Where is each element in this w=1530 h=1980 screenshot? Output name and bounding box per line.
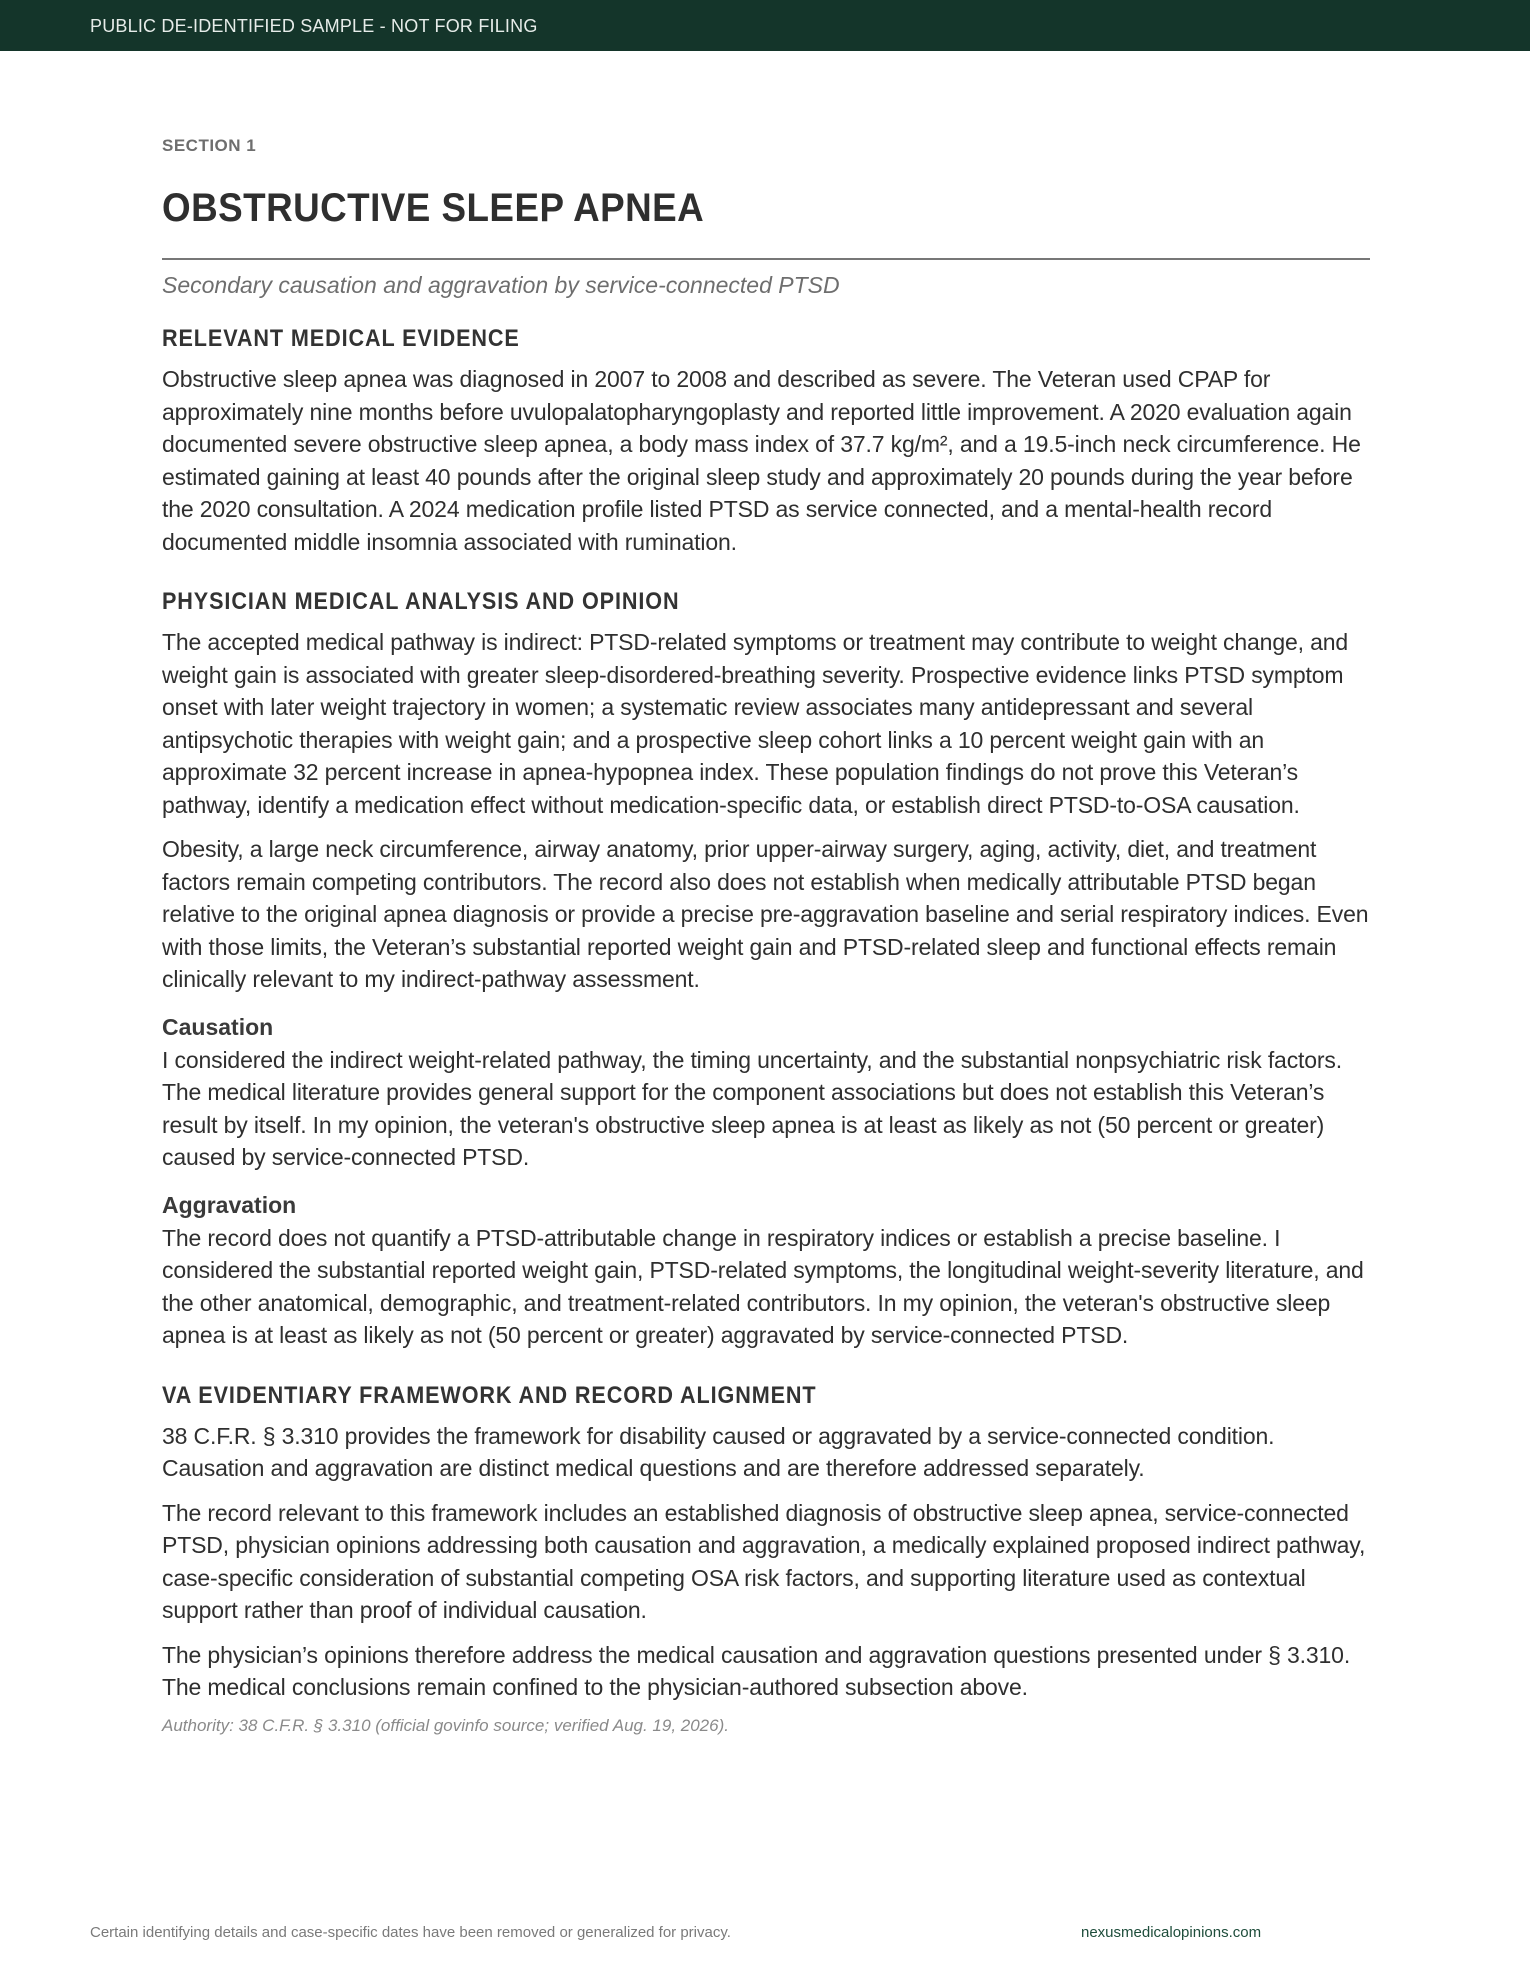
privacy-note: Certain identifying details and case-specific dates have been removed or generalized for privacy. [90, 1924, 731, 1941]
site-link[interactable]: nexusmedicalopinions.com [1081, 1924, 1262, 1941]
section-label: SECTION 1 [162, 136, 257, 155]
aggravation-paragraph: The record does not quantify a PTSD-attributable change in respiratory indices or establish a precise baseline. I considered the substantial reported weight gain, PTSD-related symptoms, the longitudinal weight-severity literature, and the other anatomical, demographic, and treatment-related contributors. In my opinion, the veteran's obstructive sleep apnea is at least as likely as not (50 percent or greater) aggravated by service-connected PTSD. [162, 1224, 1364, 1348]
page-title: OBSTRUCTIVE SLEEP APNEA [162, 186, 705, 230]
page-subtitle: Secondary causation and aggravation by service-connected PTSD [162, 272, 840, 298]
banner-text: PUBLIC DE-IDENTIFIED SAMPLE - NOT FOR FILING [90, 16, 538, 36]
top-banner [0, 0, 1530, 51]
framework-paragraph-1: 38 C.F.R. § 3.310 provides the framework for disability caused or aggravated by a service-connected condition. Causation and aggravation are distinct medical questions and are therefore addressed separately. [162, 1422, 1275, 1481]
causation-paragraph: I considered the indirect weight-related pathway, the timing uncertainty, and the substantial nonpsychiatric risk factors. The medical literature provides general support for the component associations but does not establish this Veteran’s result by itself. In my opinion, the veteran's obstructive sleep apnea is at least as likely as not (50 percent or greater) caused by service-connected PTSD. [162, 1046, 1343, 1170]
evidence-paragraph: Obstructive sleep apnea was diagnosed in 2007 to 2008 and described as severe. The Veteran used CPAP for approximately nine months before uvulopalatopharyngoplasty and reported little improvement. A 2020 evaluation again documented severe obstructive sleep apnea, a body mass index of 37.7 kg/m², and a 19.5-inch neck circumference. He estimated gaining at least 40 pounds after the original sleep study and approximately 20 pounds during the year before the 2020 consultation. A 2024 medication profile listed PTSD as service connected, and a mental-health record documented middle insomnia associated with rumination. [162, 366, 1361, 555]
analysis-paragraph-1: The accepted medical pathway is indirect: PTSD-related symptoms or treatment may contribute to weight change, and weight gain is associated with greater sleep-disordered-breathing severity. Prospective evidence links PTSD symptom onset with later weight trajectory in women; a systematic review associates many antidepressant and several antipsychotic therapies with weight gain; and a prospective sleep cohort links a 10 percent weight gain with an approximate 32 percent increase in apnea-hypopnea index. These population findings do not prove this Veteran’s pathway, identify a medication effect without medication-specific data, or establish direct PTSD-to-OSA causation. [162, 629, 1349, 818]
title-divider [162, 258, 1370, 260]
aggravation-heading: Aggravation [162, 1191, 297, 1218]
evidence-heading: RELEVANT MEDICAL EVIDENCE [162, 325, 520, 352]
analysis-paragraph-2: Obesity, a large neck circumference, airway anatomy, prior upper-airway surgery, aging, activity, diet, and treatment factors remain competing contributors. The record also does not establish when medically attributable PTSD began relative to the original apnea diagnosis or provide a precise pre-aggravation baseline and serial respiratory indices. Even with those limits, the Veteran’s substantial reported weight gain and PTSD-related sleep and functional effects remain clinically relevant to my indirect-pathway assessment. [162, 836, 1369, 992]
causation-heading: Causation [162, 1013, 274, 1040]
authority-citation: Authority: 38 C.F.R. § 3.310 (official govinfo source; verified Aug. 19, 2026). [162, 1715, 729, 1735]
analysis-heading: PHYSICIAN MEDICAL ANALYSIS AND OPINION [162, 588, 680, 615]
framework-paragraph-3: The physician’s opinions therefore address the medical causation and aggravation questions presented under § 3.310. The medical conclusions remain confined to the physician-authored subsection above. [162, 1641, 1351, 1700]
document-body [162, 136, 1370, 1736]
framework-heading: VA EVIDENTIARY FRAMEWORK AND RECORD ALIGNMENT [162, 1381, 817, 1409]
framework-paragraph-2: The record relevant to this framework includes an established diagnosis of obstructive sleep apnea, service-connected PTSD, physician opinions addressing both causation and aggravation, a medically explained proposed indirect pathway, case-specific consideration of substantial competing OSA risk factors, and supporting literature used as contextual support rather than proof of individual causation. [162, 1499, 1366, 1623]
